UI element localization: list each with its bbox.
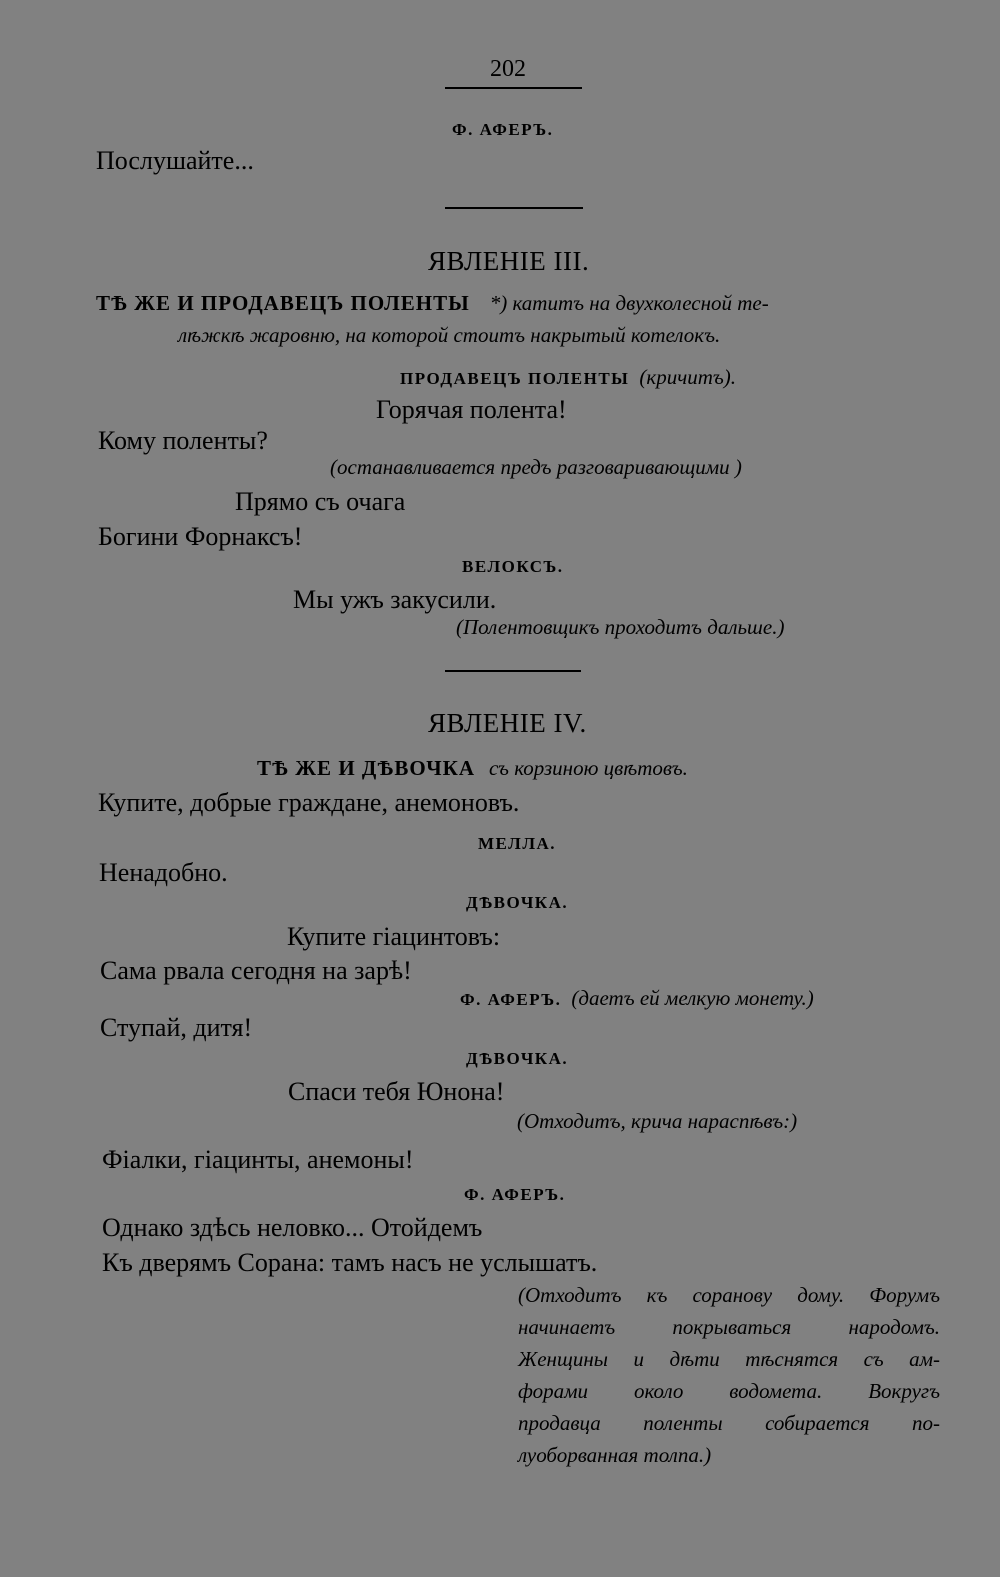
speaker-mella: МЕЛЛА. — [478, 834, 557, 853]
speaker-afer-1: Ф. АФЕРЪ. — [452, 120, 554, 139]
speaker-polenta-seller-direction: (кричитъ). — [639, 365, 737, 389]
line-bogini-fornaks: Богини Форнаксъ! — [98, 522, 303, 551]
final-stage-direction — [518, 1279, 940, 1471]
line-spasi-tebya: Спаси тебя Юнона! — [288, 1077, 505, 1106]
scene-4-cast-names: ТѢ ЖЕ И ДѢВОЧКА — [257, 756, 476, 780]
scene-4-cast-direction: съ корзиною цвѣтовъ. — [489, 756, 688, 780]
line-nenadobno: Ненадобно. — [99, 858, 228, 887]
page-number: 202 — [490, 56, 526, 82]
scene-3-cast-direction-2: лѣжкѣ жаровню, на которой стоитъ накрытый котелокъ. — [178, 323, 721, 347]
final-stage-direction-line: луоборванная толпа.) — [518, 1443, 712, 1467]
speaker-polenta-seller-name: ПРОДАВЕЦЪ ПОЛЕНТЫ — [400, 369, 630, 388]
final-stage-direction-line: начинаетъ покрываться народомъ. — [518, 1315, 940, 1339]
scene-4-cast — [257, 758, 688, 779]
line-kupite-giacintov: Купите гіацинтовъ: — [287, 922, 501, 951]
stage-direction-1: (останавливается предъ разговаривающими ) — [330, 455, 742, 479]
scene-3-cast — [96, 293, 769, 314]
scene-3-cast-direction-1: *) катитъ на двухколесной те- — [489, 291, 769, 315]
line-fialki: Фіалки, гіацинты, анемоны! — [102, 1145, 414, 1174]
section-divider-1 — [445, 207, 583, 209]
scene-3-title: ЯВЛЕНІЕ III. — [428, 246, 590, 276]
line-komu-polenty: Кому поленты? — [98, 426, 268, 455]
stage-direction-3: (Отходитъ, крича нараспѣвъ:) — [517, 1109, 798, 1133]
page-number-rule — [445, 87, 582, 89]
speaker-afer-2 — [460, 988, 814, 1009]
line-stupai-ditya: Ступай, дитя! — [100, 1013, 253, 1042]
line-sama-rvala: Сама рвала сегодня на зарѣ! — [100, 956, 412, 985]
speaker-afer-2-name: Ф. АФЕРЪ. — [460, 990, 562, 1009]
final-stage-direction-line: продавца поленты собирается по- — [518, 1411, 940, 1435]
section-divider-2 — [445, 670, 581, 672]
line-pryamo-s-ochaga: Прямо съ очага — [235, 487, 406, 516]
final-stage-direction-line: (Отходитъ къ соранову дому. Форумъ — [518, 1283, 940, 1307]
scene-4-title: ЯВЛЕНІЕ IV. — [428, 708, 587, 738]
speaker-afer-3: Ф. АФЕРЪ. — [464, 1185, 566, 1204]
line-k-dveryam: Къ дверямъ Сорана: тамъ насъ не услышатъ. — [102, 1248, 598, 1277]
speaker-devochka-1: ДѢВОЧКА. — [466, 893, 569, 912]
scene-3-cast-names: ТѢ ЖЕ И ПРОДАВЕЦЪ ПОЛЕНТЫ — [96, 291, 470, 315]
speaker-veloks: ВЕЛОКСЪ. — [462, 557, 564, 576]
line-goryachaya-polenta: Горячая полента! — [376, 395, 567, 424]
final-stage-direction-line: Женщины и дѣти тѣснятся съ ам- — [518, 1347, 940, 1371]
line-poslushaite: Послушайте... — [96, 146, 254, 175]
line-my-uzh-zakusili: Мы ужъ закусили. — [293, 585, 497, 614]
speaker-afer-2-direction: (даетъ ей мелкую монету.) — [571, 986, 814, 1010]
speaker-polenta-seller — [400, 367, 736, 388]
line-odnako: Однако здѣсь неловко... Отойдемъ — [102, 1213, 483, 1242]
stage-direction-2: (Полентовщикъ проходитъ дальше.) — [456, 615, 785, 639]
speaker-devochka-2: ДѢВОЧКА. — [466, 1049, 569, 1068]
line-kupite-anemonov: Купите, добрые граждане, анемоновъ. — [98, 788, 520, 817]
final-stage-direction-line: форами около водомета. Вокругъ — [518, 1379, 940, 1403]
